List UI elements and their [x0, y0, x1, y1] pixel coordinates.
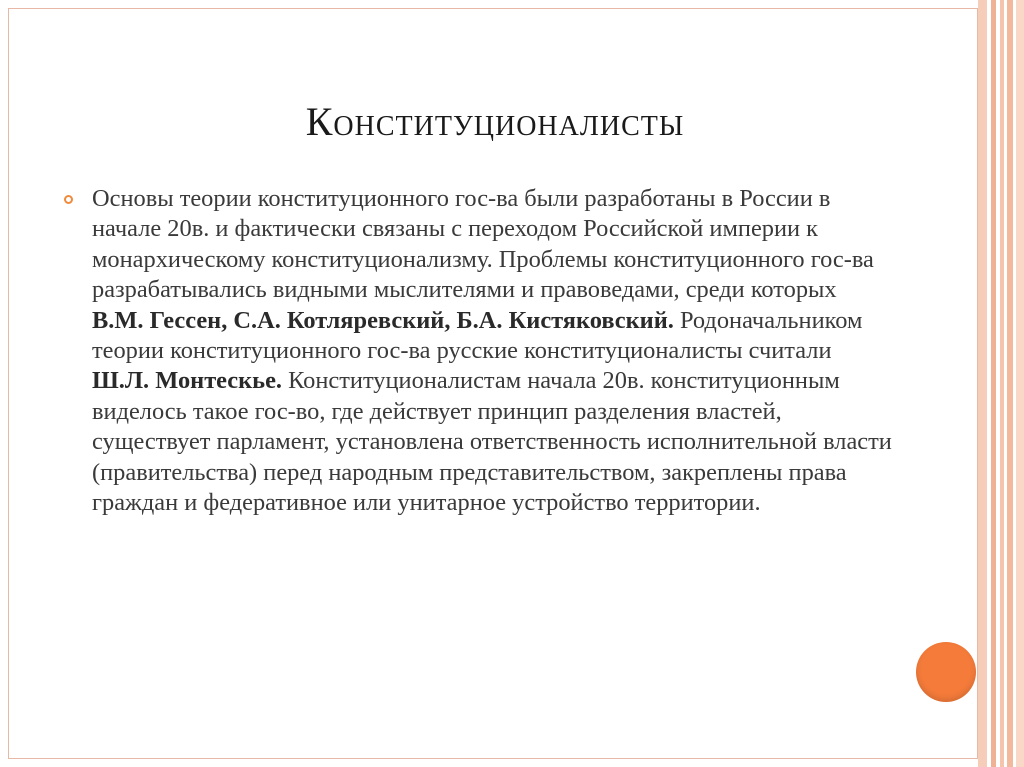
bullet-text-part: Родоначальником теории конституционного гос-ва русские конституционалисты считали [92, 306, 863, 365]
bullet-text-part: Основы теории конституционного гос-ва были разработаны в России в начале 20в. и фактически связаны с переходом Российской империи к монархическому конституционализму. Проблемы конституционного гос-ва разрабатывались видными мыслителями и правоведами, среди которых [92, 185, 874, 304]
stripe [1007, 0, 1013, 767]
bullet-text [92, 184, 894, 518]
stripe [991, 0, 996, 767]
ring-bullet-icon [64, 195, 73, 204]
bullet-bold-name: Ш.Л. Монтескье. [92, 367, 283, 395]
orange-circle-decoration [916, 642, 976, 702]
bullet-item [64, 184, 894, 518]
bullet-text-part: Конституционалистам начала 20в. конституционным виделось такое гос-во, где действует принцип разделения властей, существует парламент, установлена ответственность исполнительной власти (правительства) перед народным представительством, закреплены права граждан и федеративное или унитарное устройство территории. [92, 367, 892, 517]
bullet-bold-names: В.М. Гессен, С.А. Котляревский, Б.А. Кистяковский. [92, 306, 674, 334]
slide-title: Конституционалисты [305, 99, 685, 144]
slide-content [64, 184, 894, 518]
stripe [1000, 0, 1004, 767]
stripe [1016, 0, 1024, 767]
